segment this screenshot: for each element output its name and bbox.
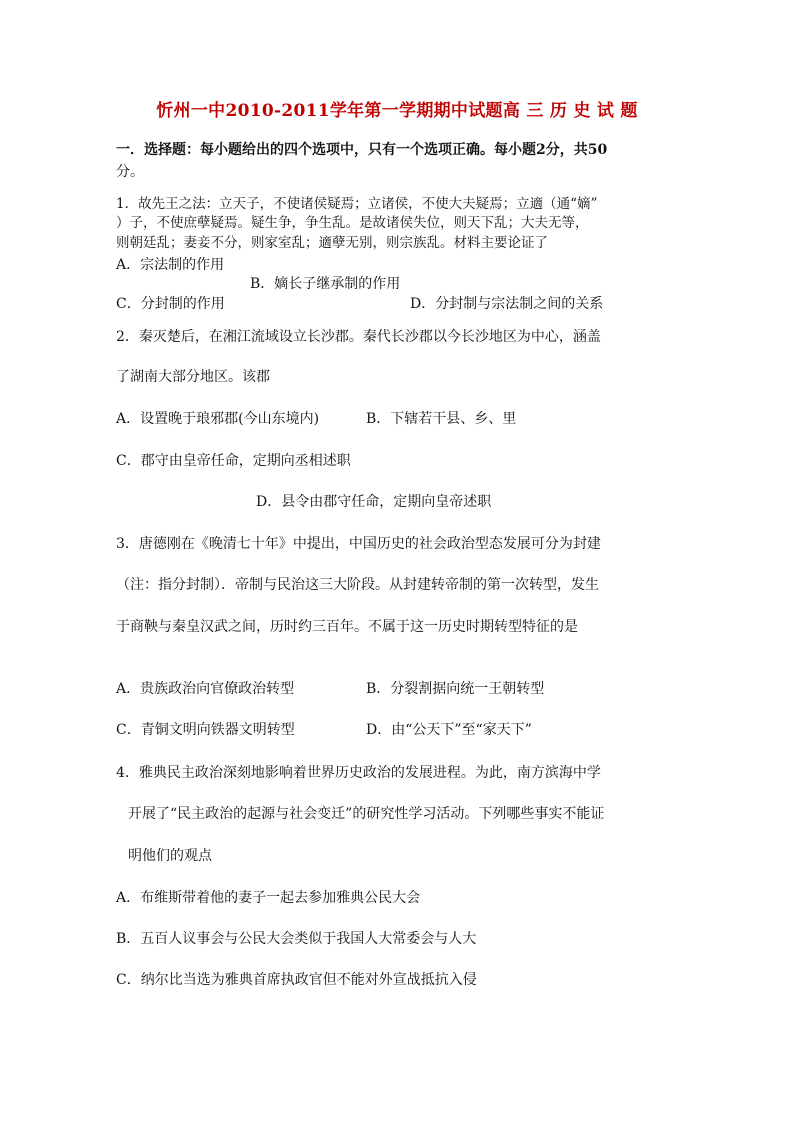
question-1-line-2: ）子，不使庶孽疑焉。疑生争，争生乱。是故诸侯失位，则天下乱；大夫无等， [116, 215, 589, 231]
question-4-option-a: A．布维斯带着他的妻子一起去参加雅典公民大会 [116, 890, 421, 906]
question-2-option-a: A．设置晚于琅邪郡(今山东境内) [116, 411, 320, 427]
question-3-option-b: B．分裂割据向统一王朝转型 [366, 681, 545, 697]
question-1-line-1: 1．故先王之法：立天子，不使诸侯疑焉；立诸侯，不使大夫疑焉；立適（通“嫡” [116, 196, 598, 212]
question-4-line-2: 开展了“民主政治的起源与社会变迁”的研究性学习活动。下列哪些事实不能证 [128, 806, 605, 822]
question-2-line-2: 了湖南大部分地区。该郡 [116, 369, 270, 385]
question-3-option-c: C．青铜文明向铁器文明转型 [116, 722, 295, 738]
question-4-line-1: 4．雅典民主政治深刻地影响着世界历史政治的发展进程。为此，南方滨海中学 [116, 765, 601, 781]
page-title: 忻州一中2010-2011学年第一学期期中试题高 三 历 史 试 题 [156, 101, 638, 121]
question-2-option-d: D．县令由郡守任命，定期向皇帝述职 [256, 494, 492, 510]
section-heading-line-2: 分。 [116, 164, 144, 180]
question-2-option-b: B．下辖若干县、乡、里 [366, 411, 517, 427]
question-2-option-c: C．郡守由皇帝任命，定期向丞相述职 [116, 453, 351, 469]
question-3-line-1: 3．唐德刚在《晚清七十年》中提出，中国历史的社会政治型态发展可分为封建 [116, 536, 601, 552]
question-1-option-b: B．嫡长子继承制的作用 [250, 276, 401, 292]
question-3-line-2: （注：指分封制）．帝制与民治这三大阶段。从封建转帝制的第一次转型，发生 [116, 577, 599, 593]
section-heading-text: 一．选择题：每小题给出的四个选项中，只有一个选项正确。每小题2分，共50 [116, 142, 608, 158]
question-1-option-c: C．分封制的作用 [116, 296, 225, 312]
question-3-option-a: A．贵族政治向官僚政治转型 [116, 681, 295, 697]
question-3-option-d: D．由“公天下”至“家天下” [366, 722, 532, 738]
section-heading-line-1 [116, 140, 607, 160]
question-1-line-3: 则朝廷乱；妻妾不分，则家室乱；適孽无别，则宗族乱。材料主要论证了 [116, 235, 548, 251]
question-4-line-3: 明他们的观点 [128, 848, 212, 864]
question-3-line-3: 于商鞅与秦皇汉武之间，历时约三百年。不属于这一历史时期转型特征的是 [116, 619, 578, 635]
question-1-option-d: D．分封制与宗法制之间的关系 [410, 296, 604, 312]
question-4-option-b: B．五百人议事会与公民大会类似于我国人大常委会与人大 [116, 931, 477, 947]
question-1-option-a: A．宗法制的作用 [116, 257, 225, 273]
question-4-option-c: C．纳尔比当选为雅典首席执政官但不能对外宣战抵抗入侵 [116, 972, 477, 988]
question-2-line-1: 2．秦灭楚后，在湘江流域设立长沙郡。秦代长沙郡以今长沙地区为中心，涵盖 [116, 329, 601, 345]
